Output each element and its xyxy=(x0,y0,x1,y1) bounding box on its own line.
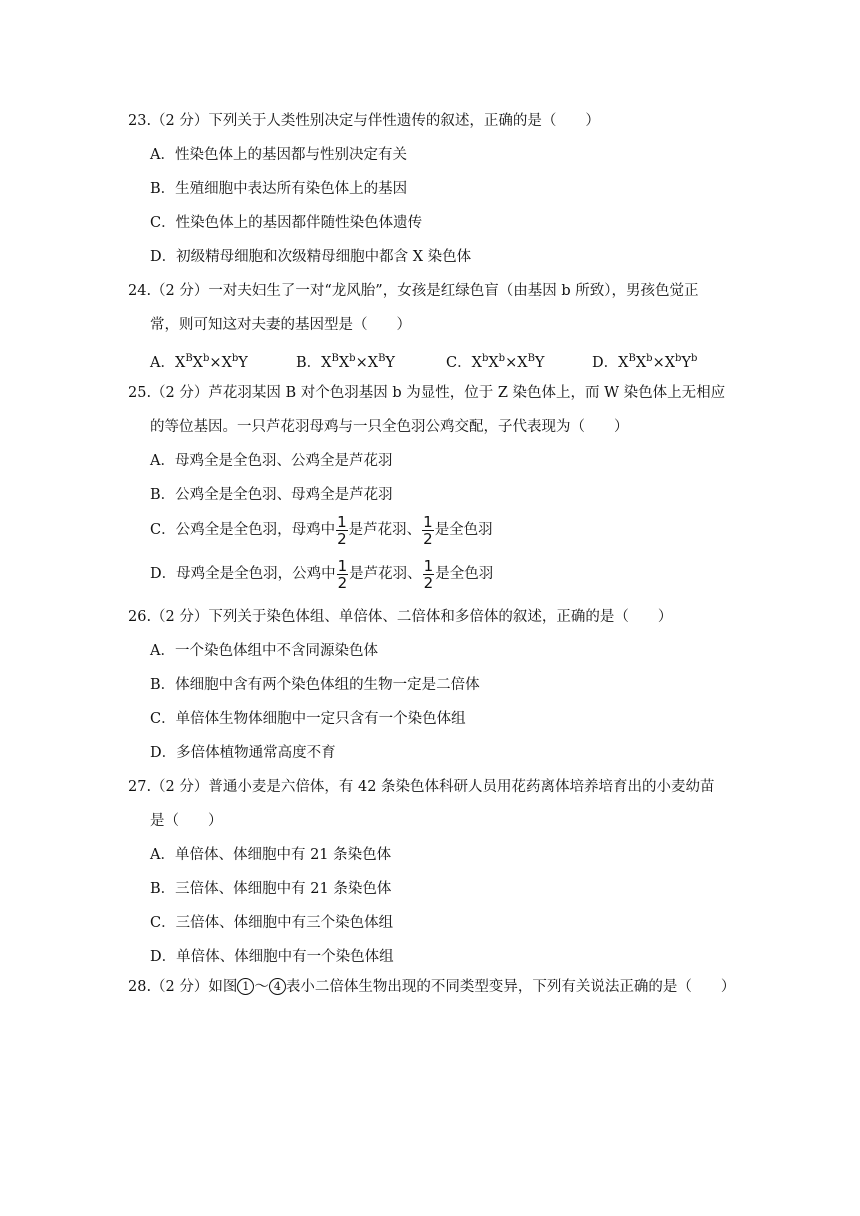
genotype-term: × xyxy=(652,355,665,371)
allele-superscript: B xyxy=(527,353,535,364)
question-27-stem-line-2: 是（ ） xyxy=(150,813,223,829)
genotype-term: X xyxy=(664,355,676,371)
genotype-term: Y xyxy=(238,355,248,371)
question-23-stem: 23.（2 分）下列关于人类性别决定与伴性遗传的叙述，正确的是（ ） xyxy=(128,113,600,129)
allele-superscript: b xyxy=(675,353,682,364)
genotype-term: Y xyxy=(534,355,545,371)
question-27-option-d: D．单倍体、体细胞中有一个染色体组 xyxy=(150,949,394,965)
question-28-stem: 28.（2 分）如图 1 ～ 4 表小二倍体生物出现的不同类型变异，下列有关说法正确的是（ ） xyxy=(128,979,736,995)
question-26-option-d: D．多倍体植物通常高度不育 xyxy=(150,745,336,761)
question-27-option-c: C．三倍体、体细胞中有三个染色体组 xyxy=(150,915,394,931)
genotype-term: Y xyxy=(681,355,692,371)
genotype-term: X xyxy=(321,355,332,371)
fraction-half: $\frac{1}{2}$ xyxy=(423,512,433,548)
allele-superscript: b xyxy=(646,353,653,364)
question-25-stem-line-1: 25.（2 分）芦花羽某因 B 对个色羽基因 b 为显性，位于 Z 染色体上，而 W 染色体上无相应 xyxy=(128,385,726,401)
question-26-stem: 26.（2 分）下列关于染色体组、单倍体、二倍体和多倍体的叙述，正确的是（ ） xyxy=(128,609,673,625)
genotype-term: X xyxy=(471,355,482,371)
question-25-option-d: D．母鸡全是全色羽，公鸡中 $\frac{1}{2}$ 是芦花羽、 $\frac{1}{2}$ 是全色羽 xyxy=(150,556,494,592)
allele-superscript: B xyxy=(628,353,636,364)
genotype-term: × xyxy=(209,355,222,371)
question-27-stem-line-1: 27.（2 分）普通小麦是六倍体，有 42 条染色体科研人员用花药离体培养培育出的小麦幼苗 xyxy=(128,779,715,795)
question-24-stem-line-2: 常，则可知这对夫妻的基因型是（ ） xyxy=(150,317,411,333)
genotype-term: X xyxy=(174,355,186,371)
genotype-d xyxy=(618,349,697,373)
question-26-option-a: A．一个染色体组中不含同源染色体 xyxy=(150,643,378,659)
allele-superscript: B xyxy=(185,353,193,364)
question-24-option-b: B．$X^BX^b\times X^BY$ xyxy=(296,349,395,373)
question-24-stem-line-1: 24.（2 分）一对夫妇生了一对“龙风胎”，女孩是红绿色盲（由基因 b 所致），男孩色觉正 xyxy=(128,283,699,299)
allele-superscript: b xyxy=(231,353,239,364)
genotype-term: X xyxy=(192,355,203,371)
question-24-option-d: D．$X^BX^b\times X^bY^b$ xyxy=(592,349,697,373)
genotype-term: X xyxy=(517,355,528,371)
question-23-option-a: A．性染色体上的基因都与性别决定有关 xyxy=(150,147,407,163)
question-27-option-a: A．单倍体、体细胞中有 21 条染色体 xyxy=(150,847,392,863)
genotype-term: Y xyxy=(385,355,395,371)
question-27-option-b: B．三倍体、体细胞中有 21 条染色体 xyxy=(150,881,392,897)
allele-superscript: b xyxy=(349,353,356,364)
genotype-term: X xyxy=(367,355,379,371)
circled-number-4: 4 xyxy=(269,978,286,995)
question-25-option-b: B．公鸡全是全色羽、母鸡全是芦花羽 xyxy=(150,487,393,503)
allele-superscript: B xyxy=(331,353,339,364)
question-25-option-a: A．母鸡全是全色羽、公鸡全是芦花羽 xyxy=(150,453,393,469)
genotype-term: × xyxy=(505,355,518,371)
genotype-term: X xyxy=(488,355,499,371)
fraction-half: $\frac{1}{2}$ xyxy=(337,512,347,548)
genotype-term: X xyxy=(618,355,629,371)
question-23-option-d: D．初级精母细胞和次级精母细胞中都含 X 染色体 xyxy=(150,249,472,265)
question-26-option-b: B．体细胞中含有两个染色体组的生物一定是二倍体 xyxy=(150,677,480,693)
question-23-option-b: B．生殖细胞中表达所有染色体上的基因 xyxy=(150,181,408,197)
allele-superscript: b xyxy=(203,353,210,364)
circled-number-1: 1 xyxy=(237,978,254,995)
fraction-half: $\frac{1}{2}$ xyxy=(337,556,348,592)
allele-superscript: B xyxy=(378,353,386,364)
allele-superscript: b xyxy=(481,353,489,364)
question-25-option-c: C．公鸡全是全色羽，母鸡中 $\frac{1}{2}$ 是芦花羽、 $\frac{1}{2}$ 是全色羽 xyxy=(150,512,493,548)
genotype-a xyxy=(175,349,248,373)
question-24-option-a: A．$X^BX^b\times X^bY$ xyxy=(150,349,248,373)
question-25-stem-line-2: 的等位基因。一只芦花羽母鸡与一只全色羽公鸡交配，子代表现为（ ） xyxy=(150,419,629,435)
question-23-option-c: C．性染色体上的基因都伴随性染色体遗传 xyxy=(150,215,423,231)
genotype-term: X xyxy=(221,355,232,371)
genotype-term: X xyxy=(338,355,350,371)
question-24-option-c: C．$X^bX^b\times X^BY$ xyxy=(446,349,545,373)
genotype-c xyxy=(472,349,545,373)
allele-superscript: b xyxy=(498,353,506,364)
allele-superscript: b xyxy=(691,353,698,364)
question-26-option-c: C．单倍体生物体细胞中一定只含有一个染色体组 xyxy=(150,711,466,727)
genotype-term: X xyxy=(635,355,647,371)
genotype-term: × xyxy=(355,355,368,371)
fraction-half: $\frac{1}{2}$ xyxy=(423,556,434,592)
genotype-b xyxy=(321,349,395,373)
